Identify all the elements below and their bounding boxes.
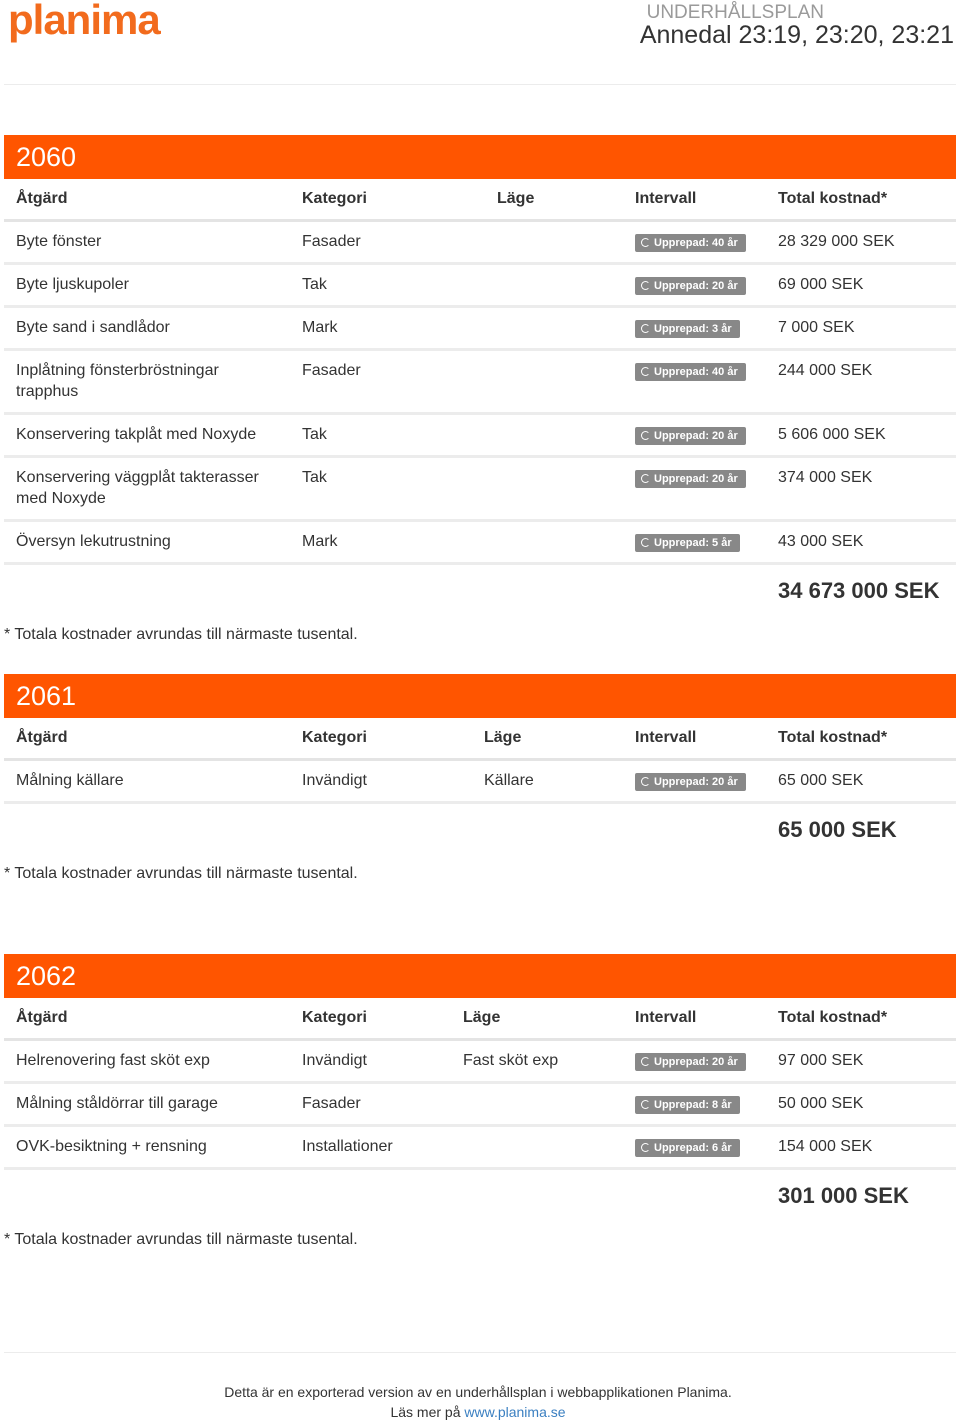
interval-label: Upprepad: 8 år [654, 1098, 732, 1111]
table-row [4, 349, 956, 413]
interval-label: Upprepad: 20 år [654, 279, 738, 292]
cell-location [485, 220, 623, 263]
cell-interval [623, 349, 766, 413]
table-row [4, 220, 956, 263]
cell-interval [623, 1125, 766, 1168]
cell-cost: 154 000 SEK [766, 1125, 956, 1168]
cell-action: Byte sand i sandlådor [4, 306, 290, 349]
cell-cost: 5 606 000 SEK [766, 413, 956, 456]
table-row [4, 263, 956, 306]
planima-logo: planima [8, 0, 160, 43]
rounding-footnote: * Totala kostnader avrundas till närmaste tusental. [4, 1230, 358, 1248]
cell-action: Inplåtning fönsterbröstningar trapphus [4, 349, 290, 413]
measures-table [4, 179, 956, 565]
year-section-2061 [4, 674, 956, 883]
cell-category: Invändigt [290, 759, 472, 802]
cell-action: Helrenovering fast sköt exp [4, 1039, 290, 1082]
column-header-location: Läge [485, 179, 623, 220]
column-header-category: Kategori [290, 998, 451, 1039]
table-header-row [4, 718, 956, 759]
interval-label: Upprepad: 6 år [654, 1141, 732, 1154]
cell-location [485, 349, 623, 413]
cell-category: Tak [290, 263, 485, 306]
repeat-icon [641, 538, 650, 547]
cell-location: Fast sköt exp [451, 1039, 623, 1082]
interval-badge [635, 320, 740, 338]
interval-badge [635, 1053, 746, 1071]
repeat-icon [641, 474, 650, 483]
footer-more [0, 1402, 956, 1422]
column-header-category: Kategori [290, 179, 485, 220]
footer-prefix: Läs mer på [390, 1404, 461, 1420]
interval-badge [635, 1139, 740, 1157]
table-row [4, 759, 956, 802]
table-header-row [4, 998, 956, 1039]
repeat-icon [641, 431, 650, 440]
column-header-interval: Intervall [623, 718, 766, 759]
interval-badge [635, 470, 746, 488]
column-header-interval: Intervall [623, 179, 766, 220]
cell-category: Mark [290, 520, 485, 563]
repeat-icon [641, 1100, 650, 1109]
repeat-icon [641, 777, 650, 786]
cell-location [451, 1082, 623, 1125]
measures-table [4, 718, 956, 804]
cell-category: Fasader [290, 349, 485, 413]
interval-label: Upprepad: 20 år [654, 472, 738, 485]
column-header-cost: Total kostnad* [766, 718, 956, 759]
column-header-action: Åtgärd [4, 179, 290, 220]
document-type: UNDERHÅLLSPLAN [646, 2, 824, 23]
interval-badge [635, 277, 746, 295]
cell-cost: 374 000 SEK [766, 456, 956, 520]
cell-action: Konservering väggplåt takterasser med Noxyde [4, 456, 290, 520]
cell-cost: 65 000 SEK [766, 759, 956, 802]
year-heading: 2060 [4, 135, 956, 179]
interval-label: Upprepad: 5 år [654, 536, 732, 549]
repeat-icon [641, 1057, 650, 1066]
section-total: 65 000 SEK [778, 816, 897, 842]
table-row [4, 413, 956, 456]
cell-interval [623, 456, 766, 520]
year-heading: 2061 [4, 674, 956, 718]
cell-interval [623, 759, 766, 802]
cell-location: Källare [472, 759, 623, 802]
page-header [0, 0, 960, 86]
rounding-footnote: * Totala kostnader avrundas till närmaste tusental. [4, 625, 358, 643]
cell-cost: 28 329 000 SEK [766, 220, 956, 263]
interval-badge [635, 234, 746, 252]
cell-action: OVK-besiktning + rensning [4, 1125, 290, 1168]
cell-action: Konservering takplåt med Noxyde [4, 413, 290, 456]
interval-badge [635, 363, 746, 381]
cell-interval [623, 1039, 766, 1082]
page-footer [0, 1382, 956, 1422]
repeat-icon [641, 238, 650, 247]
cell-category: Installationer [290, 1125, 451, 1168]
table-row [4, 1082, 956, 1125]
interval-label: Upprepad: 20 år [654, 1055, 738, 1068]
cell-location [485, 263, 623, 306]
column-header-interval: Intervall [623, 998, 766, 1039]
cell-category: Fasader [290, 1082, 451, 1125]
document-title: Annedal 23:19, 23:20, 23:21 [639, 21, 954, 49]
cell-location [485, 413, 623, 456]
footer-text: Detta är en exporterad version av en underhållsplan i webbapplikationen Planima. [224, 1384, 732, 1400]
measures-table [4, 998, 956, 1170]
cell-action: Målning källare [4, 759, 290, 802]
table-row [4, 1125, 956, 1168]
cell-interval [623, 1082, 766, 1125]
column-header-action: Åtgärd [4, 718, 290, 759]
table-row [4, 456, 956, 520]
cell-location [485, 306, 623, 349]
interval-label: Upprepad: 40 år [654, 236, 738, 249]
cell-interval [623, 263, 766, 306]
year-section-2062 [4, 954, 956, 1249]
cell-category: Fasader [290, 220, 485, 263]
interval-label: Upprepad: 20 år [654, 775, 738, 788]
year-section-2060 [4, 135, 956, 644]
column-header-location: Läge [451, 998, 623, 1039]
cell-interval [623, 220, 766, 263]
cell-interval [623, 413, 766, 456]
cell-cost: 97 000 SEK [766, 1039, 956, 1082]
cell-category: Mark [290, 306, 485, 349]
section-total: 34 673 000 SEK [778, 577, 940, 603]
cell-location [485, 456, 623, 520]
repeat-icon [641, 367, 650, 376]
interval-label: Upprepad: 40 år [654, 365, 738, 378]
column-header-location: Läge [472, 718, 623, 759]
interval-badge [635, 1096, 740, 1114]
interval-label: Upprepad: 20 år [654, 429, 738, 442]
cell-action: Byte ljuskupoler [4, 263, 290, 306]
interval-badge [635, 534, 740, 552]
repeat-icon [641, 324, 650, 333]
cell-cost: 7 000 SEK [766, 306, 956, 349]
interval-label: Upprepad: 3 år [654, 322, 732, 335]
column-header-cost: Total kostnad* [766, 179, 956, 220]
cell-cost: 43 000 SEK [766, 520, 956, 563]
cell-cost: 50 000 SEK [766, 1082, 956, 1125]
rounding-footnote: * Totala kostnader avrundas till närmaste tusental. [4, 864, 358, 882]
planima-link[interactable]: www.planima.se [464, 1404, 566, 1420]
cell-cost: 69 000 SEK [766, 263, 956, 306]
cell-action: Målning ståldörrar till garage [4, 1082, 290, 1125]
cell-interval [623, 520, 766, 563]
repeat-icon [641, 281, 650, 290]
section-total: 301 000 SEK [778, 1182, 909, 1208]
cell-category: Tak [290, 413, 485, 456]
column-header-action: Åtgärd [4, 998, 290, 1039]
header-divider [4, 84, 956, 85]
column-header-cost: Total kostnad* [766, 998, 956, 1039]
cell-category: Tak [290, 456, 485, 520]
table-row [4, 306, 956, 349]
interval-badge [635, 427, 746, 445]
interval-badge [635, 773, 746, 791]
cell-interval [623, 306, 766, 349]
cell-category: Invändigt [290, 1039, 451, 1082]
column-header-category: Kategori [290, 718, 472, 759]
cell-action: Översyn lekutrustning [4, 520, 290, 563]
table-row [4, 1039, 956, 1082]
table-header-row [4, 179, 956, 220]
footer-divider [4, 1352, 956, 1353]
cell-location [485, 520, 623, 563]
table-row [4, 520, 956, 563]
cell-action: Byte fönster [4, 220, 290, 263]
repeat-icon [641, 1143, 650, 1152]
cell-cost: 244 000 SEK [766, 349, 956, 413]
cell-location [451, 1125, 623, 1168]
year-heading: 2062 [4, 954, 956, 998]
